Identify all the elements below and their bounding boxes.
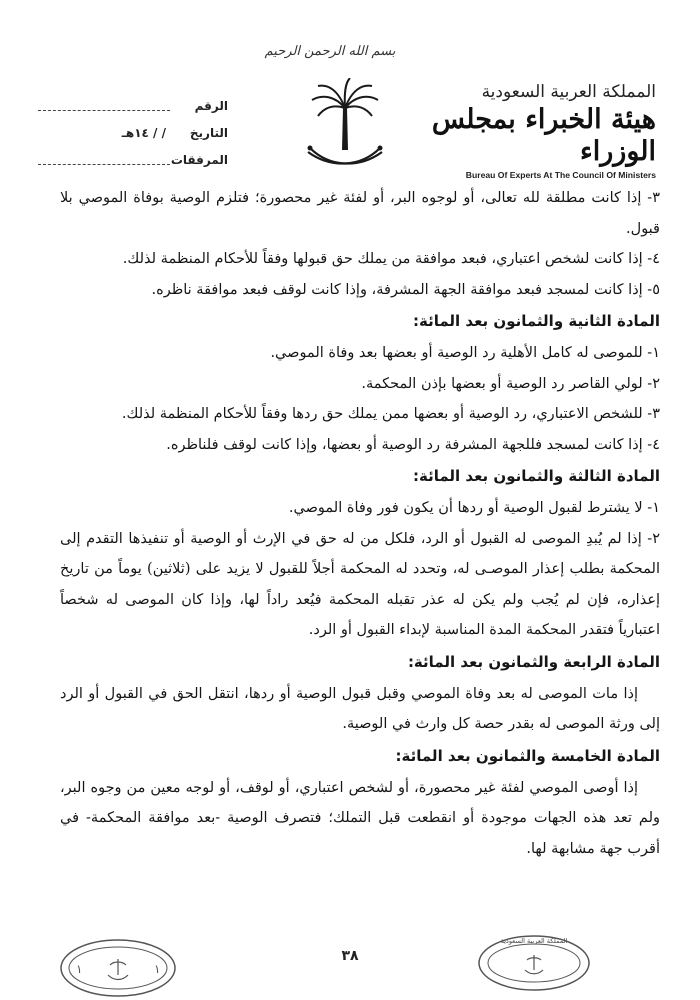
organization-block [426, 82, 656, 180]
stamp-number: ١ [76, 962, 83, 976]
document-body [60, 183, 660, 864]
attachments-label: المرفقات [170, 152, 228, 167]
attachments-row [38, 146, 228, 173]
basmala: بسم الله الرحمن الرحيم [264, 44, 396, 59]
list-item: ٣- إذا كانت مطلقة لله تعالى، أو لوجوه البر، أو لفئة غير محصورة؛ فتلزم الوصية بوفاة الموصي بلا قبول. [60, 190, 660, 237]
stamp-text: المملكة العربية السعودية [500, 937, 568, 945]
list-item: ٤- إذا كانت لشخص اعتباري، فبعد موافقة من يملك حق قبولها وفقاً للأحكام المنظمة لذلك. [122, 251, 660, 267]
number-row [38, 92, 228, 119]
number-line [38, 100, 170, 111]
list-item: ٢- لولي القاصر رد الوصية أو بعضها بإذن المحكمة. [361, 375, 660, 392]
kingdom-name: المملكة العربية السعودية [481, 82, 656, 102]
list-item: ١- للموصى له كامل الأهلية رد الوصية أو بعضها بعد وفاة الموصي. [270, 345, 660, 361]
article-184-text: إذا مات الموصى له بعد وفاة الموصي وقبل قبول الوصية أو ردها، انتقل الحق في القبول أو الرد إلى ورثة الموصى له بقدر حصة كل وارث في الوصية. [60, 685, 660, 732]
reference-fields [38, 92, 228, 173]
article-185-text: إذا أوصى الموصي لفئة غير محصورة، أو لشخص اعتباري، أو لوقف، أو لوجه معين من وجوه البر، ولم تعد هذه الجهات موجودة أو انقطعت قبل التملك؛ فتصرف الوصية -بعد موافقة المحكمة- في أقرب جهة مشابهة لها. [60, 779, 660, 857]
bureau-name-english: Bureau Of Experts At The Council Of Ministers [465, 170, 656, 180]
attachments-line [38, 154, 170, 165]
list-item: ٥- إذا كانت لمسجد فبعد موافقة الجهة المشرفة، وإذا كانت لوقف فبعد موافقة ناظره. [151, 281, 660, 298]
date-row [38, 119, 228, 146]
official-stamp-right-icon [474, 932, 594, 994]
list-item: ٢- إذا لم يُبدِ الموصى له القبول أو الرد، فلكل من له حق في الإرث أو الوصية أو تنفيذها التقدم إلى المحكمة بطلب إعذار الموصـى له، وتحدد له المحكمة أجلاً للقبول لا يزيد على (ثلاثين) يوماً من تاريخ إعذاره، فإن لم يُجب ولم يكن له عذر تقبله المحكمة فيُعد راداً لها، وإذا كان الموصى له شخصاً اعتبارياً فتقدر المحكمة المدة المناسبة لإبداء القبول أو الرد. [60, 530, 660, 638]
date-value: / / ١٤هـ [121, 125, 166, 140]
stamp-number: ١ [154, 962, 161, 976]
article-184-title: المادة الرابعة والثمانون بعد المائة: [407, 652, 660, 671]
list-item: ٤- إذا كانت لمسجد فللجهة المشرفة رد الوصية أو بعضها، وإذا كانت لوقف فلناظره. [166, 436, 660, 453]
official-stamp-left-icon [58, 937, 178, 999]
number-label: الرقم [194, 98, 228, 113]
article-182-title: المادة الثانية والثمانون بعد المائة: [413, 312, 660, 330]
bureau-name-arabic: هيئة الخبراء بمجلس الوزراء [431, 104, 656, 167]
list-item: ٣- للشخص الاعتباري، رد الوصية أو بعضها ممن يملك حق ردها وفقاً للأحكام المنظمة لذلك. [121, 406, 660, 422]
article-183-title: المادة الثالثة والثمانون بعد المائة: [413, 467, 660, 485]
date-label: التاريخ [189, 125, 228, 140]
page-number: ٣٨ [341, 948, 359, 964]
article-185-title: المادة الخامسة والثمانون بعد المائة: [395, 746, 660, 765]
list-item: ١- لا يشترط لقبول الوصية أو ردها أن يكون فور وفاة الموصي. [288, 500, 660, 516]
palm-swords-emblem-icon [300, 78, 390, 178]
